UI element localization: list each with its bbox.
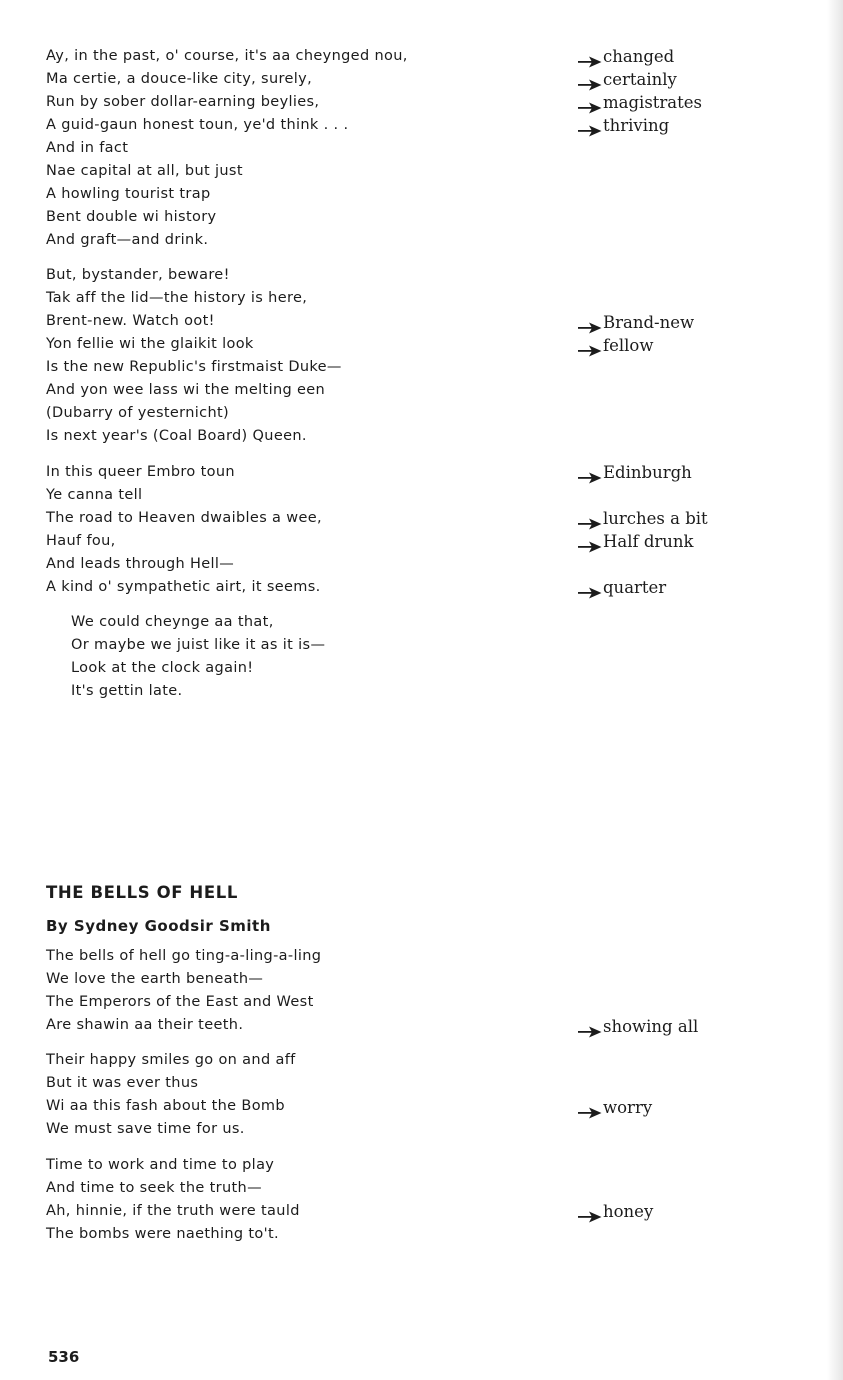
gloss-note xyxy=(578,530,694,553)
poem-1-line: And in fact xyxy=(46,140,129,156)
gloss-note xyxy=(578,507,708,530)
gloss-text: showing all xyxy=(603,1017,699,1036)
arrow-right-icon xyxy=(578,51,602,63)
gloss-note xyxy=(578,311,694,334)
gloss-text: honey xyxy=(603,1202,654,1221)
poem-1-line: Is next year's (Coal Board) Queen. xyxy=(46,428,307,444)
poem-1-line: Ye canna tell xyxy=(46,487,143,503)
gloss-text: changed xyxy=(603,47,675,66)
page-number: 536 xyxy=(48,1348,80,1366)
poem-1-line: Is the new Republic's firstmaist Duke— xyxy=(46,359,342,375)
arrow-right-icon xyxy=(578,120,602,132)
poem-2-line: We love the earth beneath— xyxy=(46,971,264,987)
poem-1-line: Brent-new. Watch oot! xyxy=(46,313,215,329)
poem-1-line: In this queer Embro toun xyxy=(46,464,235,480)
poem-1-line: Ma certie, a douce-like city, surely, xyxy=(46,71,313,87)
poem-byline: By Sydney Goodsir Smith xyxy=(46,917,271,935)
poem-title: THE BELLS OF HELL xyxy=(46,883,238,902)
gloss-note xyxy=(578,45,674,68)
poem-2-line: But it was ever thus xyxy=(46,1075,199,1091)
poem-2-line: Wi aa this fash about the Bomb xyxy=(46,1098,285,1114)
arrow-right-icon xyxy=(578,1206,602,1218)
poem-2-line: And time to seek the truth— xyxy=(46,1180,262,1196)
poem-1-line: Ay, in the past, o' course, it's aa cheynged nou, xyxy=(46,48,408,64)
gloss-text: thriving xyxy=(603,116,670,135)
gloss-note xyxy=(578,68,677,91)
poem-1-line: And graft—and drink. xyxy=(46,232,209,248)
poem-1-line: Tak aff the lid—the history is here, xyxy=(46,290,308,306)
gloss-note xyxy=(578,576,666,599)
poem-1-line: The road to Heaven dwaibles a wee, xyxy=(46,510,322,526)
arrow-right-icon xyxy=(578,97,602,109)
poem-2-line: We must save time for us. xyxy=(46,1121,245,1137)
poem-1-line: But, bystander, beware! xyxy=(46,267,230,283)
gloss-note xyxy=(578,1096,652,1119)
page-edge-shadow xyxy=(827,0,843,1380)
gloss-text: lurches a bit xyxy=(603,509,708,528)
arrow-right-icon xyxy=(578,536,602,548)
poem-1-line: A kind o' sympathetic airt, it seems. xyxy=(46,579,321,595)
gloss-note xyxy=(578,1015,698,1038)
poem-2-line: The bells of hell go ting-a-ling-a-ling xyxy=(46,948,322,964)
poem-2-line: Ah, hinnie, if the truth were tauld xyxy=(46,1203,300,1219)
gloss-text: fellow xyxy=(603,336,654,355)
gloss-note xyxy=(578,461,692,484)
poem-2-line: Their happy smiles go on and aff xyxy=(46,1052,296,1068)
gloss-text: certainly xyxy=(603,70,677,89)
arrow-right-icon xyxy=(578,74,602,86)
gloss-text: magistrates xyxy=(603,93,703,112)
poem-1-line: A howling tourist trap xyxy=(46,186,211,202)
poem-1-line: We could cheynge aa that, xyxy=(71,614,274,630)
gloss-text: Edinburgh xyxy=(603,463,692,482)
poem-1-line: Or maybe we juist like it as it is— xyxy=(71,637,326,653)
arrow-right-icon xyxy=(578,582,602,594)
poem-1-line: Bent double wi history xyxy=(46,209,217,225)
poem-1-line: And leads through Hell— xyxy=(46,556,235,572)
poem-1-line: A guid-gaun honest toun, ye'd think . . . xyxy=(46,117,349,133)
poem-2-line: The bombs were naething to't. xyxy=(46,1226,279,1242)
gloss-text: quarter xyxy=(603,578,667,597)
gloss-text: Brand-new xyxy=(603,313,695,332)
poem-1-line: Yon fellie wi the glaikit look xyxy=(46,336,254,352)
arrow-right-icon xyxy=(578,317,602,329)
poem-1-line: Run by sober dollar-earning beylies, xyxy=(46,94,320,110)
poem-1-line: (Dubarry of yesternicht) xyxy=(46,405,230,421)
poem-1-line: Look at the clock again! xyxy=(71,660,254,676)
gloss-note xyxy=(578,91,702,114)
gloss-note xyxy=(578,334,653,357)
arrow-right-icon xyxy=(578,513,602,525)
gloss-text: Half drunk xyxy=(603,532,694,551)
arrow-right-icon xyxy=(578,467,602,479)
gloss-note xyxy=(578,114,669,137)
poem-1-line: It's gettin late. xyxy=(71,683,183,699)
poem-1-line: And yon wee lass wi the melting een xyxy=(46,382,326,398)
gloss-text: worry xyxy=(603,1098,653,1117)
poem-2-line: Time to work and time to play xyxy=(46,1157,275,1173)
poem-1-line: Hauf fou, xyxy=(46,533,116,549)
poem-1-line: Nae capital at all, but just xyxy=(46,163,243,179)
poem-2-line: The Emperors of the East and West xyxy=(46,994,314,1010)
arrow-right-icon xyxy=(578,1021,602,1033)
poem-2-line: Are shawin aa their teeth. xyxy=(46,1017,244,1033)
arrow-right-icon xyxy=(578,1102,602,1114)
arrow-right-icon xyxy=(578,340,602,352)
gloss-note xyxy=(578,1200,653,1223)
